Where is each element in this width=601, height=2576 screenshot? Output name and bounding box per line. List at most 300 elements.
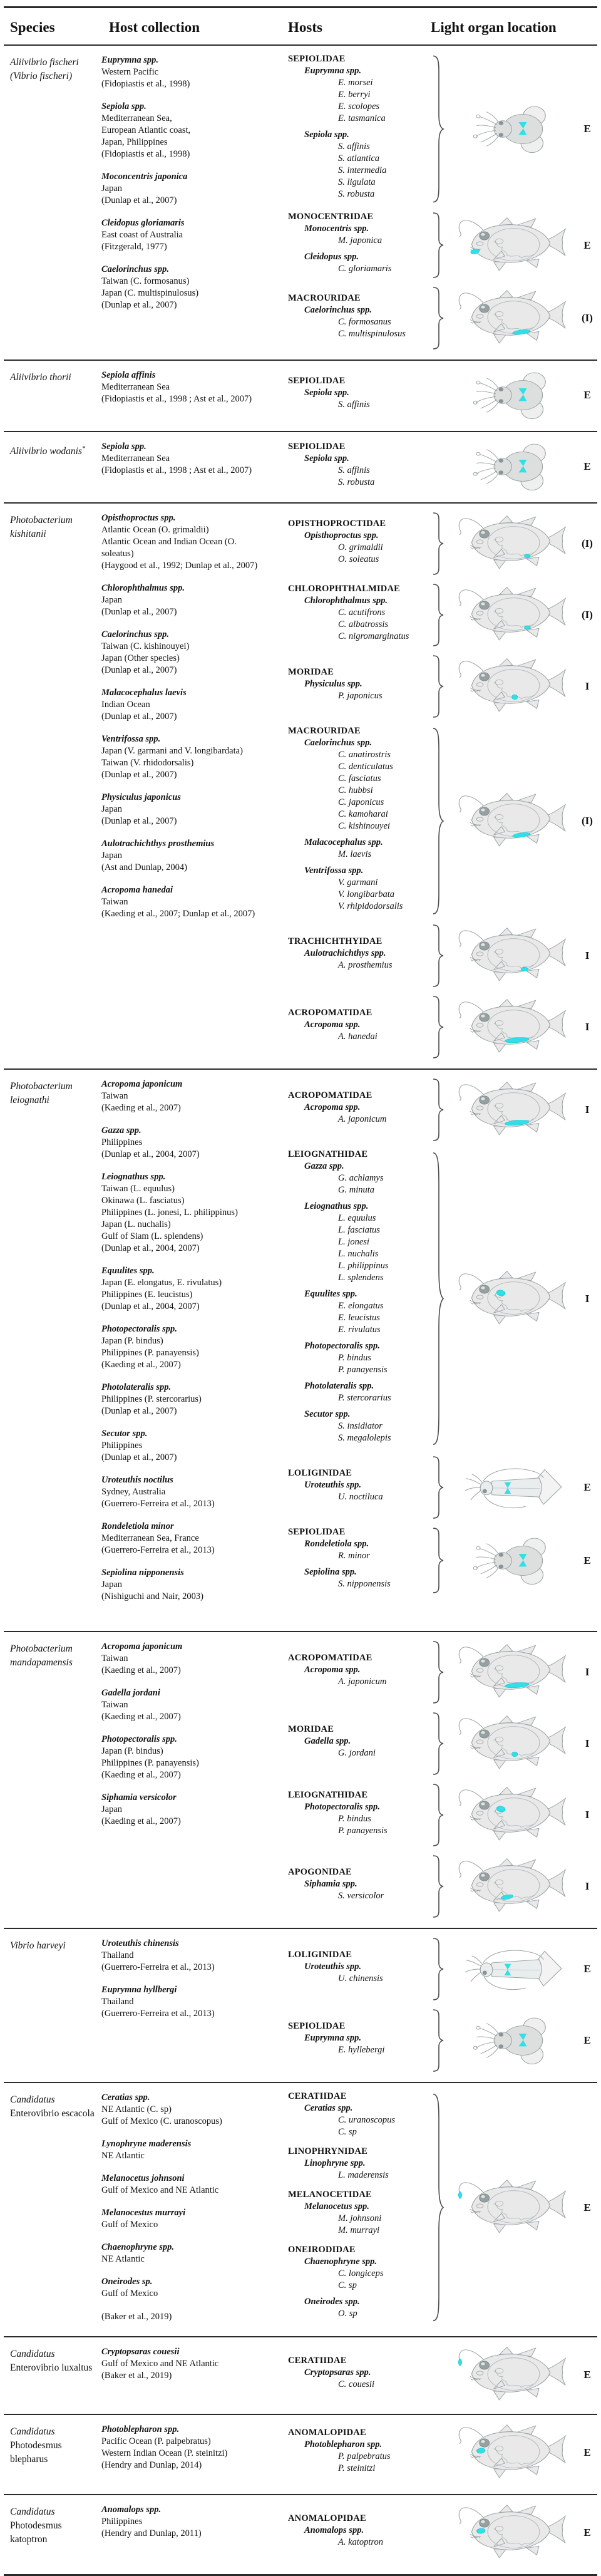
collection-block (101, 1734, 280, 1781)
host-family-cluster (280, 1640, 597, 1705)
genus-block (280, 1566, 431, 1590)
family-block (280, 53, 431, 200)
family-block (280, 1789, 431, 1837)
collection-taxon-name: Ceratias spp. (101, 2092, 150, 2103)
light-organ-figure (448, 1080, 577, 1140)
hosts-cell (280, 1077, 597, 1628)
host-family-cluster (280, 1711, 597, 1776)
family-name: ACROPOMATIDAE (288, 1090, 372, 1100)
collection-block (101, 2504, 280, 2540)
collection-detail-line: Japan (P. bindus) (101, 1336, 163, 1346)
brace-icon (431, 512, 444, 575)
host-family-cluster (280, 1782, 597, 1848)
brace-column (431, 1640, 448, 1705)
host-species: O. grimaldii (338, 542, 383, 552)
collection-detail-line: Indian Ocean (101, 700, 150, 710)
collection-taxon-name: Malacocephalus laevis (101, 688, 187, 698)
host-collection-cell (101, 1937, 280, 2079)
hosts-cell (280, 1640, 597, 1925)
light-organ-letter: I (585, 949, 590, 961)
collection-block (101, 370, 280, 405)
light-organ-figure (448, 1856, 577, 1916)
collection-block (101, 1938, 280, 1973)
family-block (280, 1007, 431, 1043)
host-species: C. fasciatus (338, 773, 381, 784)
family-name: LEIOGNATHIDAE (288, 1789, 368, 1800)
hosts-cell (280, 440, 597, 500)
host-family-cluster (280, 923, 597, 988)
host-family-cluster (280, 1149, 597, 1449)
genus-block (280, 2296, 431, 2320)
collection-taxon-name: Melanocetus johnsoni (101, 2173, 185, 2183)
fish-illustration (455, 2503, 571, 2563)
host-species: P. japonicus (338, 691, 383, 701)
collection-detail-line: Japan (101, 1580, 123, 1590)
brace-icon (431, 54, 444, 204)
brace-icon (431, 924, 444, 987)
genus-block (280, 1340, 431, 1376)
family-name: SEPIOLIDAE (288, 1527, 346, 1537)
collection-taxon-name: Acropoma hanedai (101, 885, 173, 895)
brace-icon (431, 1150, 444, 1447)
collection-detail-line: Japan (101, 184, 123, 194)
brace-column (431, 2503, 448, 2563)
genus-name: Photoblepharon spp. (304, 2439, 383, 2449)
collection-detail-line: (Dunlap et al., 2007) (101, 665, 177, 675)
host-species: A. katoptron (338, 2537, 383, 2547)
genus-name: Monocentris spp. (304, 224, 369, 234)
collection-taxon-name: Caelorinchus spp. (101, 629, 169, 639)
brace-icon (431, 1528, 444, 1593)
collection-detail-line: (Fidopiastis et al., 1998) (101, 79, 190, 89)
collection-taxon-name: Sepiola affinis (101, 370, 156, 380)
family-name: MORIDAE (288, 667, 334, 677)
species-name-cell (4, 1937, 101, 2079)
genus-name: Acropoma spp. (304, 1665, 361, 1675)
collection-block (101, 1984, 280, 2020)
host-species: E. elongatus (338, 1301, 384, 1311)
collection-block (101, 1323, 280, 1371)
collection-detail-line: Japan (Other species) (101, 653, 180, 663)
collection-block (101, 733, 280, 781)
fish-illustration (455, 997, 571, 1057)
collection-detail-line: (Dunlap et al., 2007) (101, 300, 177, 310)
host-family-list (280, 1789, 431, 1841)
genus-block (280, 2201, 431, 2237)
genus-name: Chaenophryne spp. (304, 2257, 378, 2267)
genus-block (280, 737, 431, 832)
genus-block (280, 453, 431, 489)
collection-detail-line: (Dunlap et al., 2004, 2007) (101, 1301, 200, 1311)
collection-block (101, 1641, 280, 1677)
family-block (280, 1149, 431, 1444)
collection-block (101, 1474, 280, 1510)
brace-column (431, 2423, 448, 2483)
collection-detail-line: (Dunlap et al., 2007) (101, 816, 177, 826)
brace-icon (431, 1079, 444, 1141)
family-block (280, 2189, 431, 2237)
host-species: M. laevis (338, 849, 372, 859)
collection-detail-line: (Dunlap et al., 2004, 2007) (101, 1149, 200, 1159)
genus-name: Sepiola spp. (304, 130, 349, 140)
family-name: LOLIGINIDAE (288, 1468, 352, 1478)
host-family-list (280, 2020, 431, 2061)
species-row (4, 2495, 597, 2574)
family-block (280, 211, 431, 275)
light-organ-figure (448, 368, 577, 422)
light-organ-letter: (I) (582, 312, 593, 324)
host-collection-cell (101, 1640, 280, 1925)
fish-illustration (455, 791, 571, 851)
collection-detail-line: Japan (V. garmani and V. longibardata) (101, 746, 243, 756)
species-name-cell (4, 1640, 101, 1925)
genus-name: Caelorinchus spp. (304, 304, 372, 315)
light-organ-letter: E (583, 389, 591, 401)
collection-taxon-name: Ventrifossa spp. (101, 734, 161, 744)
collection-detail-line: Taiwan (101, 1700, 128, 1710)
fish-illustration (455, 514, 571, 574)
collection-taxon-name: Acropoma japonicum (101, 1079, 183, 1089)
fish-illustration (455, 215, 571, 276)
genus-block (280, 948, 431, 971)
collection-detail-line: Gulf of Mexico (C. uranoscopus) (101, 2116, 222, 2126)
family-block (280, 2020, 431, 2056)
host-family-list (280, 441, 431, 493)
species-row (4, 361, 597, 432)
genus-name: Cryptopsaras spp. (304, 2367, 371, 2377)
brace-icon (431, 212, 444, 278)
family-name: ACROPOMATIDAE (288, 1653, 372, 1663)
host-species: C. anatirostris (338, 750, 391, 760)
host-family-cluster (280, 440, 597, 494)
genus-block (280, 530, 431, 566)
genus-block (280, 1019, 431, 1043)
fish-illustration (455, 2345, 571, 2405)
brace-column (431, 725, 448, 917)
light-organ-figure (448, 997, 577, 1057)
species-name-cell (4, 511, 101, 1066)
collection-detail-line: Gulf of Mexico (101, 2220, 158, 2230)
brace-icon (431, 2009, 444, 2072)
genus-block (280, 1664, 431, 1688)
family-block (280, 1526, 431, 1590)
table-body (4, 46, 597, 2574)
host-family-list (280, 1090, 431, 1130)
host-species: E. tasmanica (338, 113, 386, 123)
host-species: E. morsei (338, 78, 373, 88)
host-family-cluster (280, 582, 597, 648)
collection-detail-line: Japan (E. elongatus, E. rivulatus) (101, 1278, 222, 1288)
brace-column (431, 511, 448, 576)
bobtail-squid-illustration (469, 440, 557, 494)
genus-name: Oneirodes spp. (304, 2297, 360, 2307)
light-organ-letter: E (583, 2369, 591, 2381)
brace-icon (431, 584, 444, 646)
collection-detail-line: Gulf of Mexico and NE Atlantic (101, 2359, 219, 2369)
light-organ-figure (448, 791, 577, 851)
species-row (4, 1929, 597, 2083)
family-block (280, 1467, 431, 1503)
host-table (4, 6, 597, 2576)
species-name-line: Aliivibrio thorii (10, 372, 71, 383)
family-name: ACROPOMATIDAE (288, 1008, 372, 1018)
collection-detail-line: Japan (101, 595, 123, 605)
collection-taxon-name: Cryptopsaras couesii (101, 2347, 180, 2357)
host-species: C. nigromarginatus (338, 631, 409, 641)
brace-icon (431, 1641, 444, 1704)
collection-detail-line: (Kaeding et al., 2007) (101, 1712, 181, 1722)
collection-detail-line: Western Indian Ocean (P. steinitzi) (101, 2448, 228, 2458)
host-species: E. scolopes (338, 101, 380, 111)
fish-illustration (455, 656, 571, 716)
family-name: MORIDAE (288, 1724, 334, 1734)
host-family-list (280, 1724, 431, 1764)
genus-name: Photopectoralis spp. (304, 1341, 380, 1351)
collection-detail-line: (Dunlap et al., 2007) (101, 607, 177, 617)
host-species: A. hanedai (338, 1032, 378, 1042)
host-family-cluster (280, 2091, 597, 2324)
family-block (280, 518, 431, 566)
collection-detail-line: Japan (P. bindus) (101, 1746, 163, 1756)
light-organ-letter: I (585, 1737, 590, 1749)
collection-taxon-name: Oneirodes sp. (101, 2277, 153, 2287)
host-collection-cell (101, 2423, 280, 2491)
species-name-cell (4, 2091, 101, 2334)
light-organ-letter: E (583, 239, 591, 251)
host-species: M. japonica (338, 235, 383, 246)
collection-detail-line: soleatus) (101, 549, 134, 559)
light-organ-letter: E (583, 1963, 591, 1975)
host-family-list (280, 292, 431, 344)
host-family-cluster (280, 725, 597, 917)
brace-column (431, 211, 448, 279)
collection-taxon-name: Chaenophryne spp. (101, 2242, 175, 2252)
light-organ-figure (448, 1461, 577, 1514)
squid-illustration (460, 1943, 566, 1995)
collection-detail-line: (Dunlap et al., 2007) (101, 711, 177, 722)
collection-detail-line: (Guerrero-Ferreira et al., 2013) (101, 1545, 215, 1555)
collection-block (101, 1687, 280, 1723)
host-family-cluster (280, 286, 597, 351)
species-name-line: (Vibrio fischeri) (10, 71, 73, 81)
genus-block (280, 1409, 431, 1444)
hosts-cell (280, 2423, 597, 2491)
collection-detail-line: (Fidopiastis et al., 1998 ; Ast et al., 2007) (101, 465, 252, 475)
host-species: U. chinensis (338, 1973, 383, 1984)
host-family-list (280, 211, 431, 279)
host-family-list (280, 583, 431, 647)
collection-block (101, 1382, 280, 1417)
collection-taxon-name: Sepiola spp. (101, 442, 146, 452)
genus-name: Sepiola spp. (304, 388, 349, 398)
collection-block (101, 2346, 280, 2382)
host-species: C. albatrossis (338, 619, 389, 629)
light-organ-letter: E (583, 2446, 591, 2458)
species-name-line: blepharus (10, 2454, 48, 2465)
collection-detail-line: NE Atlantic (101, 2254, 145, 2264)
collection-detail-line: Japan (101, 804, 123, 814)
collection-block (101, 171, 280, 207)
family-name: MELANOCETIDAE (288, 2190, 372, 2200)
genus-block (280, 595, 431, 643)
genus-block (280, 65, 431, 125)
collection-taxon-name: Anomalops spp. (101, 2505, 162, 2515)
family-block (280, 1724, 431, 1759)
species-name-line: Vibrio harveyi (10, 1940, 66, 1951)
host-family-list (280, 2513, 431, 2553)
genus-block (280, 1538, 431, 1562)
light-organ-letter: (I) (582, 815, 593, 827)
host-species: L. equulus (338, 1213, 376, 1223)
collection-detail-line: Japan, Philippines (101, 137, 168, 147)
host-family-cluster (280, 1854, 597, 1919)
bobtail-squid-illustration (469, 2014, 557, 2067)
brace-column (431, 440, 448, 494)
genus-block (280, 251, 431, 275)
family-block (280, 1652, 431, 1688)
species-name-line: Candidatus (10, 2094, 55, 2105)
collection-detail-line: NE Atlantic (101, 2151, 145, 2161)
genus-name: Sepiola spp. (304, 453, 349, 463)
family-block (280, 2513, 431, 2548)
genus-name: Acropoma spp. (304, 1020, 361, 1030)
genus-block (280, 2525, 431, 2548)
host-family-list (280, 2091, 431, 2324)
collection-block (101, 2311, 280, 2323)
collection-taxon-name: Opisthoproctus spp. (101, 513, 176, 523)
genus-name: Ventrifossa spp. (304, 866, 364, 876)
collection-taxon-name: Gazza spp. (101, 1125, 141, 1135)
light-organ-figure (448, 2503, 577, 2563)
family-block (280, 2427, 431, 2475)
host-family-cluster (280, 1526, 597, 1595)
light-organ-figure (448, 926, 577, 986)
host-family-list (280, 936, 431, 976)
family-name: SEPIOLIDAE (288, 376, 346, 386)
brace-column (431, 582, 448, 648)
fish-illustration (455, 1269, 571, 1329)
bobtail-squid-illustration (469, 368, 557, 422)
fish-illustration (455, 2423, 571, 2483)
species-name-line: leiognathi (10, 1095, 49, 1105)
host-species: P. steinitzi (338, 2463, 376, 2473)
family-block (280, 2146, 431, 2181)
table-header-row (4, 8, 597, 46)
host-species: P. bindus (338, 1353, 371, 1363)
column-header-host-collection: Host collection (109, 19, 200, 35)
collection-taxon-name: Photopectoralis spp. (101, 1324, 177, 1334)
host-species: U. noctiluca (338, 1492, 383, 1502)
host-species: C. hubbsi (338, 785, 373, 795)
genus-block (280, 1102, 431, 1125)
host-family-list (280, 725, 431, 917)
fish-illustration (455, 1080, 571, 1140)
collection-block (101, 1079, 280, 1114)
host-species: S. intermedia (338, 165, 387, 175)
host-family-list (280, 1866, 431, 1906)
bobtail-squid-illustration (469, 102, 557, 156)
collection-detail-line: Thailand (101, 1950, 134, 1960)
light-organ-letter: E (583, 123, 591, 135)
host-species: S. affinis (338, 142, 370, 152)
light-organ-figure (448, 1943, 577, 1995)
collection-block (101, 54, 280, 90)
host-species: C. acutifrons (338, 608, 386, 618)
host-species: P. stercorarius (338, 1393, 391, 1403)
light-organ-figure (448, 1642, 577, 1702)
species-row (4, 46, 597, 361)
host-species: G. achlamys (338, 1173, 384, 1183)
host-species: S. insidiator (338, 1421, 383, 1431)
light-organ-letter: I (585, 1880, 590, 1892)
family-name: LEIOGNATHIDAE (288, 1149, 368, 1159)
light-organ-letter: I (585, 1021, 590, 1033)
fish-illustration (455, 1785, 571, 1845)
collection-detail-line: (Fitzgerald, 1977) (101, 242, 167, 252)
host-species: P. bindus (338, 1813, 371, 1824)
light-organ-figure (448, 2345, 577, 2405)
host-species: C. kishinouyei (338, 821, 390, 831)
family-block (280, 375, 431, 411)
species-name-line: Photobacterium (10, 1081, 73, 1092)
family-name: LINOPHRYNIDAE (288, 2146, 367, 2156)
light-organ-letter: (I) (582, 609, 593, 621)
brace-icon (431, 1456, 444, 1519)
collection-taxon-name: Sepiolina nipponensis (101, 1568, 184, 1578)
light-organ-figure (448, 2423, 577, 2483)
brace-column (431, 1854, 448, 1919)
host-species: V. garmani (338, 877, 378, 887)
collection-block (101, 1567, 280, 1603)
collection-block (101, 1521, 280, 1556)
collection-detail-line: Taiwan (C. kishinouyei) (101, 641, 190, 651)
genus-name: Anomalops spp. (304, 2525, 364, 2535)
host-family-cluster (280, 2503, 597, 2563)
host-family-cluster (280, 511, 597, 576)
collection-taxon-name: Euprymna hyllbergi (101, 1985, 177, 1995)
hosts-cell (280, 368, 597, 428)
genus-block (280, 1878, 431, 1902)
collection-block (101, 838, 280, 874)
genus-block (280, 129, 431, 200)
collection-taxon-name: Equulites spp. (101, 1266, 155, 1276)
light-organ-letter: I (585, 1292, 590, 1305)
collection-detail-line: Sydney, Australia (101, 1487, 166, 1497)
host-family-list (280, 518, 431, 570)
genus-name: Siphamia spp. (304, 1879, 357, 1889)
collection-detail-line: Japan (C. multispinulosus) (101, 288, 199, 298)
host-collection-cell (101, 368, 280, 428)
family-name: CERATIIDAE (288, 2356, 347, 2366)
collection-detail-line: (Guerrero-Ferreira et al., 2013) (101, 1962, 215, 1972)
host-species: A. japonicum (338, 1114, 387, 1124)
host-species: S. affinis (338, 400, 370, 410)
collection-taxon-name: Chlorophthalmus spp. (101, 583, 185, 593)
collection-detail-line: (Dunlap et al., 2007) (101, 770, 177, 780)
genus-name: Secutor spp. (304, 1409, 351, 1419)
host-species: S. nipponensis (338, 1579, 391, 1589)
host-species: C. gloriamaris (338, 264, 392, 274)
genus-block (280, 1479, 431, 1503)
genus-block (280, 1288, 431, 1336)
family-name: TRACHICHTHYIDAE (288, 936, 383, 946)
light-organ-letter: E (583, 1554, 591, 1566)
genus-name: Acropoma spp. (304, 1102, 361, 1112)
hosts-cell (280, 511, 597, 1066)
light-organ-figure (448, 215, 577, 276)
collection-block (101, 2138, 280, 2162)
host-collection-cell (101, 1077, 280, 1628)
